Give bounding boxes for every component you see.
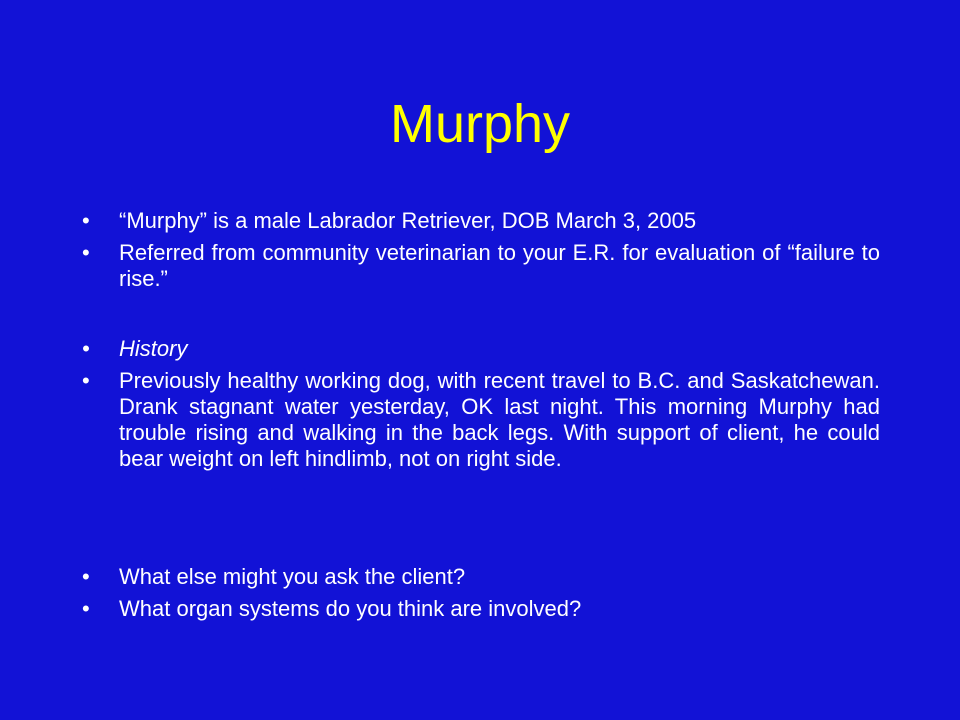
slide-title: Murphy xyxy=(389,94,571,154)
bullet-item: • What else might you ask the client? xyxy=(82,564,880,590)
bullet-item: • “Murphy” is a male Labrador Retriever, DOB March 3, 2005 xyxy=(82,208,880,234)
bullet-list-questions xyxy=(82,564,880,622)
bullet-item: • Referred from community veterinarian to your E.R. for evaluation of “failure to rise.” xyxy=(82,240,880,292)
history-heading: • History xyxy=(82,336,880,362)
bullet-list-intro xyxy=(82,208,880,292)
bullet-item: • What organ systems do you think are involved? xyxy=(82,596,880,622)
bullet-item: • Previously healthy working dog, with recent travel to B.C. and Saskatchewan. Drank stagnant water yesterday, OK last night. This morning Murphy had trouble rising and walking in the back legs. With support of client, he could bear weight on left hindlimb, not on right side. xyxy=(82,368,880,472)
bullet-list-history xyxy=(82,336,880,472)
